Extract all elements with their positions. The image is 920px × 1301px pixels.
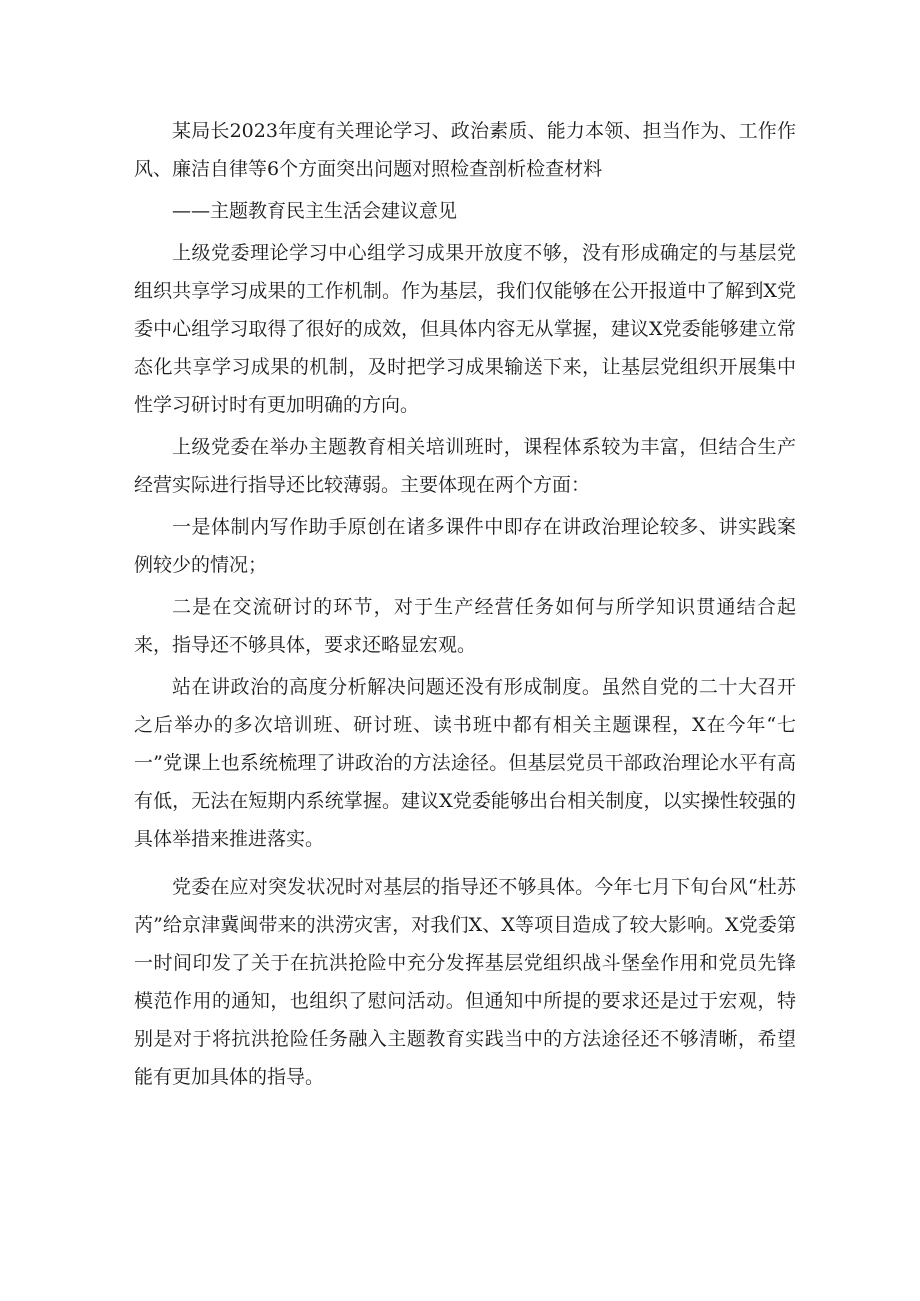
paragraph-3: 一是体制内写作助手原创在诸多课件中即存在讲政治理论较多、讲实践案例较少的情况； xyxy=(134,516,796,576)
document-subtitle: ——主题教育民主生活会建议意见 xyxy=(172,200,458,222)
document-body xyxy=(134,112,796,1096)
paragraph-5: 站在讲政治的高度分析解决问题还没有形成制度。虽然自党的二十大召开之后举办的多次培训班、研讨班、读书班中都有相关主题课程，X在今年“七一”党课上也系统梳理了讲政治的方法途径。但基层党员干部政治理论水平有高有低，无法在短期内系统掌握。建议X党委能够出台相关制度，以实操性较强的具体举措来推进落实。 xyxy=(134,676,796,850)
paragraph-6: 党委在应对突发状况时对基层的指导还不够具体。今年七月下旬台风“杜苏芮”给京津冀闽带来的洪涝灾害，对我们X、X等项目造成了较大影响。X党委第一时间印发了关于在抗洪抢险中充分发挥基层党组织战斗堡垒作用和党员先锋模范作用的通知，也组织了慰问活动。但通知中所提的要求还是过于宏观，特别是对于将抗洪抢险任务融入主题教育实践当中的方法途径还不够清晰，希望能有更加具体的指导。 xyxy=(134,876,796,1088)
paragraph-2: 上级党委在举办主题教育相关培训班时，课程体系较为丰富，但结合生产经营实际进行指导还比较薄弱。主要体现在两个方面： xyxy=(134,436,796,496)
paragraph-1: 上级党委理论学习中心组学习成果开放度不够，没有形成确定的与基层党组织共享学习成果的工作机制。作为基层，我们仅能够在公开报道中了解到X党委中心组学习取得了很好的成效，但具体内容无从掌握，建议X党委能够建立常态化共享学习成果的机制，及时把学习成果输送下来，让基层党组织开展集中性学习研讨时有更加明确的方向。 xyxy=(134,242,796,416)
paragraph-4: 二是在交流研讨的环节，对于生产经营任务如何与所学知识贯通结合起来，指导还不够具体，要求还略显宏观。 xyxy=(134,596,796,656)
document-title: 某局长2023年度有关理论学习、政治素质、能力本领、担当作为、工作作风、廉洁自律等6个方面突出问题对照检查剖析检查材料 xyxy=(134,120,796,180)
